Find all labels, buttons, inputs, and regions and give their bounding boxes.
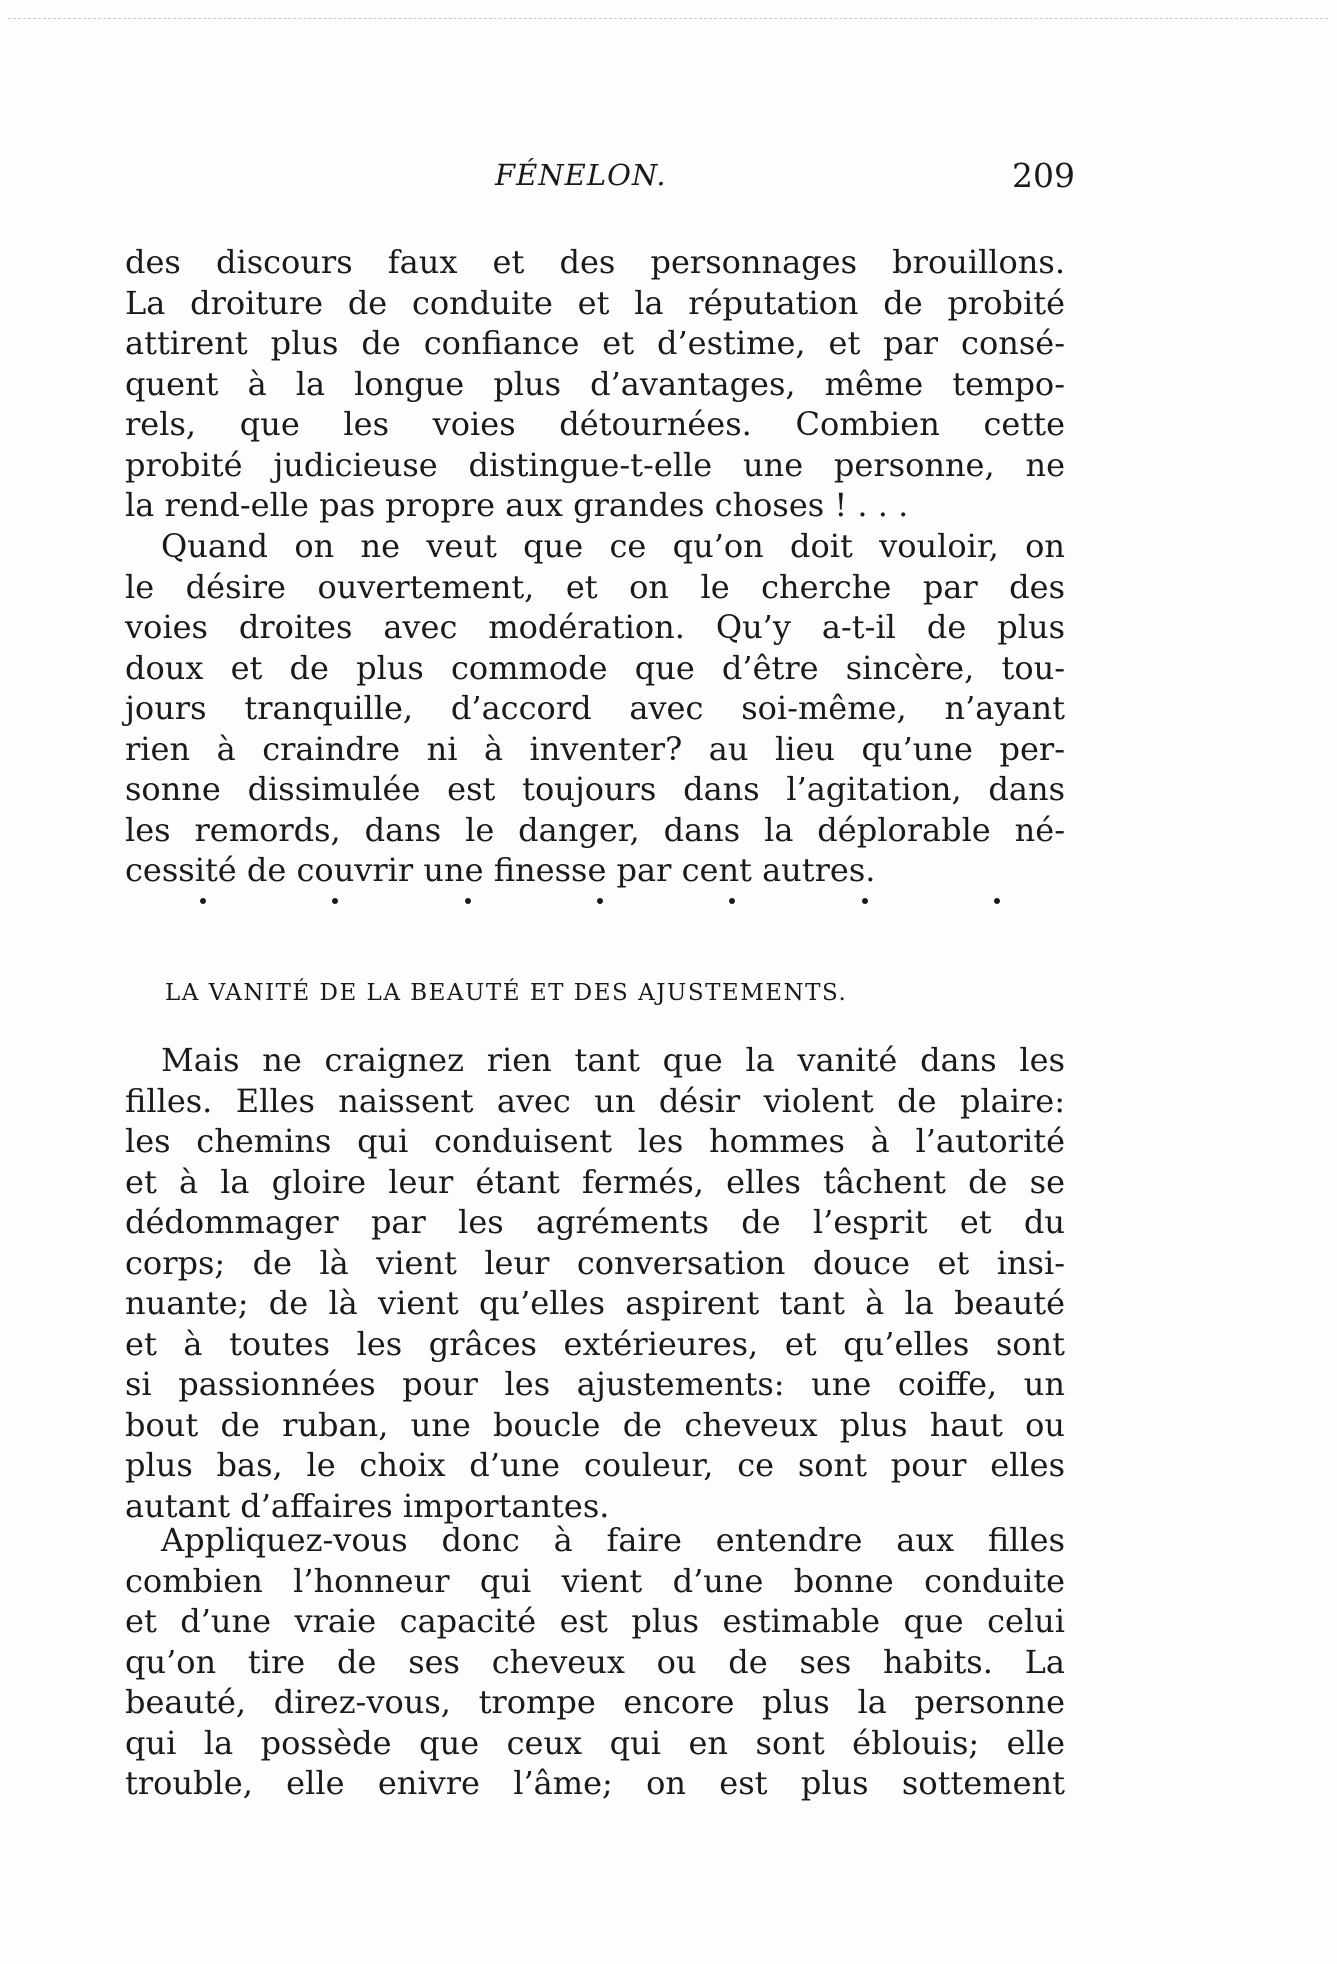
separator-dot <box>597 898 603 904</box>
text-line: Mais ne craignez rien tant que la vanité dans les <box>161 1041 1065 1079</box>
text-line: beauté, direz-vous, trompe encore plus la personne <box>125 1683 1065 1721</box>
text-line: cessité de couvrir une finesse par cent autres. <box>125 851 876 889</box>
section-heading: LA VANITÉ DE LA BEAUTÉ ET DES AJUSTEMENTS. <box>165 980 848 1006</box>
paragraph-mais <box>125 1040 1065 1526</box>
text-line: qui la possède que ceux qui en sont éblouis; elle <box>125 1723 1065 1762</box>
text-line: rien à craindre ni à inventer? au lieu qu’une per- <box>125 729 1065 768</box>
text-line: et à toutes les grâces extérieures, et qu’elles sont <box>125 1324 1065 1363</box>
text-line: les remords, dans le danger, dans la déplorable né- <box>125 810 1065 849</box>
text-line: Appliquez-vous donc à faire entendre aux filles <box>161 1521 1065 1559</box>
text-line: plus bas, le choix d’une couleur, ce sont pour elles <box>125 1446 1065 1484</box>
text-line: voies droites avec modération. Qu’y a-t-il de plus <box>125 608 1065 646</box>
text-line: La droiture de conduite et la réputation de probité <box>125 283 1065 322</box>
separator-dot <box>465 898 471 904</box>
text-line: combien l’honneur qui vient d’une bonne conduite <box>125 1561 1065 1600</box>
running-title: FÉNELON. <box>495 158 667 192</box>
text-line: si passionnées pour les ajustements: une coiffe, un <box>125 1365 1065 1403</box>
text-line: et d’une vraie capacité est plus estimable que celui <box>125 1602 1065 1640</box>
text-line: les chemins qui conduisent les hommes à l’autorité <box>125 1122 1065 1160</box>
text-line: le désire ouvertement, et on le cherche par des <box>125 567 1065 606</box>
text-line: trouble, elle enivre l’âme; on est plus sottement <box>125 1764 1065 1802</box>
text-line: nuante; de là vient qu’elles aspirent tant à la beauté <box>125 1284 1065 1322</box>
paragraph-appliquez <box>125 1520 1065 1804</box>
text-line: doux et de plus commode que d’être sincère, tou- <box>125 648 1065 687</box>
text-line: rels, que les voies détournées. Combien cette <box>125 405 1065 443</box>
text-line: et à la gloire leur étant fermés, elles tâchent de se <box>125 1162 1065 1201</box>
separator-dot <box>729 898 735 904</box>
text-line: quent à la longue plus d’avantages, même tempo- <box>125 364 1065 403</box>
ellipsis-separator <box>200 898 1000 918</box>
separator-dot <box>994 898 1000 904</box>
separator-dot <box>200 898 206 904</box>
paragraph-continued <box>125 242 1065 526</box>
running-head <box>125 158 1075 198</box>
text-line: dédommager par les agréments de l’esprit et du <box>125 1203 1065 1241</box>
text-line: Quand on ne veut que ce qu’on doit vouloir, on <box>161 527 1065 565</box>
text-line: sonne dissimulée est toujours dans l’agitation, dans <box>125 770 1065 808</box>
text-line: probité judicieuse distingue-t-elle une personne, ne <box>125 445 1065 484</box>
page-number: 209 <box>1012 156 1075 195</box>
scan-edge-line <box>8 18 1328 19</box>
paragraph-quand <box>125 526 1065 891</box>
text-line: bout de ruban, une boucle de cheveux plus haut ou <box>125 1405 1065 1444</box>
text-line: autant d’affaires importantes. <box>125 1486 610 1525</box>
text-line: des discours faux et des personnages brouillons. <box>125 243 1065 281</box>
separator-dot <box>862 898 868 904</box>
text-line: la rend-elle pas propre aux grandes choses ! . . . <box>125 486 909 524</box>
text-line: corps; de là vient leur conversation douce et insi- <box>125 1243 1065 1282</box>
separator-dot <box>332 898 338 904</box>
text-line: jours tranquille, d’accord avec soi-même, n’ayant <box>125 689 1065 727</box>
text-line: qu’on tire de ses cheveux ou de ses habits. La <box>125 1642 1065 1681</box>
text-line: filles. Elles naissent avec un désir violent de plaire: <box>125 1081 1065 1120</box>
text-line: attirent plus de confiance et d’estime, et par consé- <box>125 324 1065 362</box>
